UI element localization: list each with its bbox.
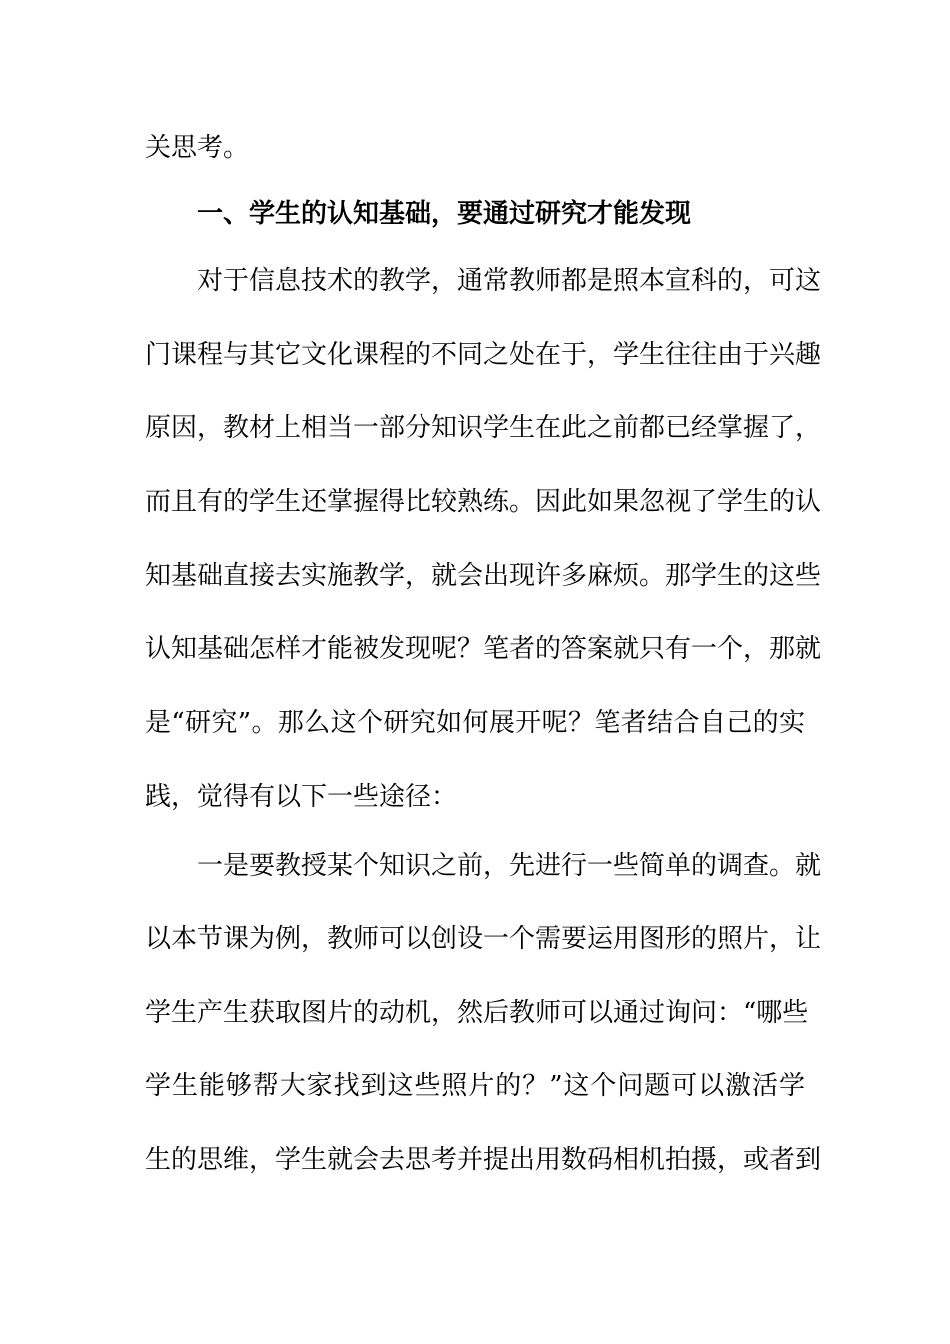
paragraph-line: 门课程与其它文化课程的不同之处在于，学生往往由于兴趣 [145, 340, 822, 370]
paragraph-line: 践，觉得有以下一些途径： [145, 782, 458, 812]
paragraph-line: 关思考。 [145, 133, 250, 163]
section-heading: 一、学生的认知基础，要通过研究才能发现 [197, 199, 692, 229]
paragraph-line: 以本节课为例，教师可以创设一个需要运用图形的照片，让 [145, 924, 822, 954]
paragraph-line: 是“研究”。那么这个研究如何展开呢？笔者结合自己的实 [145, 708, 805, 738]
paragraph-line: 生的思维，学生就会去思考并提出用数码相机拍摄，或者到 [145, 1145, 822, 1175]
paragraph-line: 原因，教材上相当一部分知识学生在此之前都已经掌握了， [145, 413, 822, 443]
paragraph-line: 对于信息技术的教学，通常教师都是照本宣科的，可这 [197, 266, 822, 296]
paragraph-line: 学生产生获取图片的动机，然后教师可以通过询问：“哪些 [145, 998, 809, 1028]
paragraph-line: 一是要教授某个知识之前，先进行一些简单的调查。就 [197, 851, 822, 881]
paragraph-line: 认知基础怎样才能被发现呢？笔者的答案就只有一个，那就 [145, 634, 822, 664]
paragraph-line: 学生能够帮大家找到这些照片的？”这个问题可以激活学 [145, 1071, 805, 1101]
paragraph-line: 而且有的学生还掌握得比较熟练。因此如果忽视了学生的认 [145, 487, 822, 517]
paragraph-line: 知基础直接去实施教学，就会出现许多麻烦。那学生的这些 [145, 561, 822, 591]
